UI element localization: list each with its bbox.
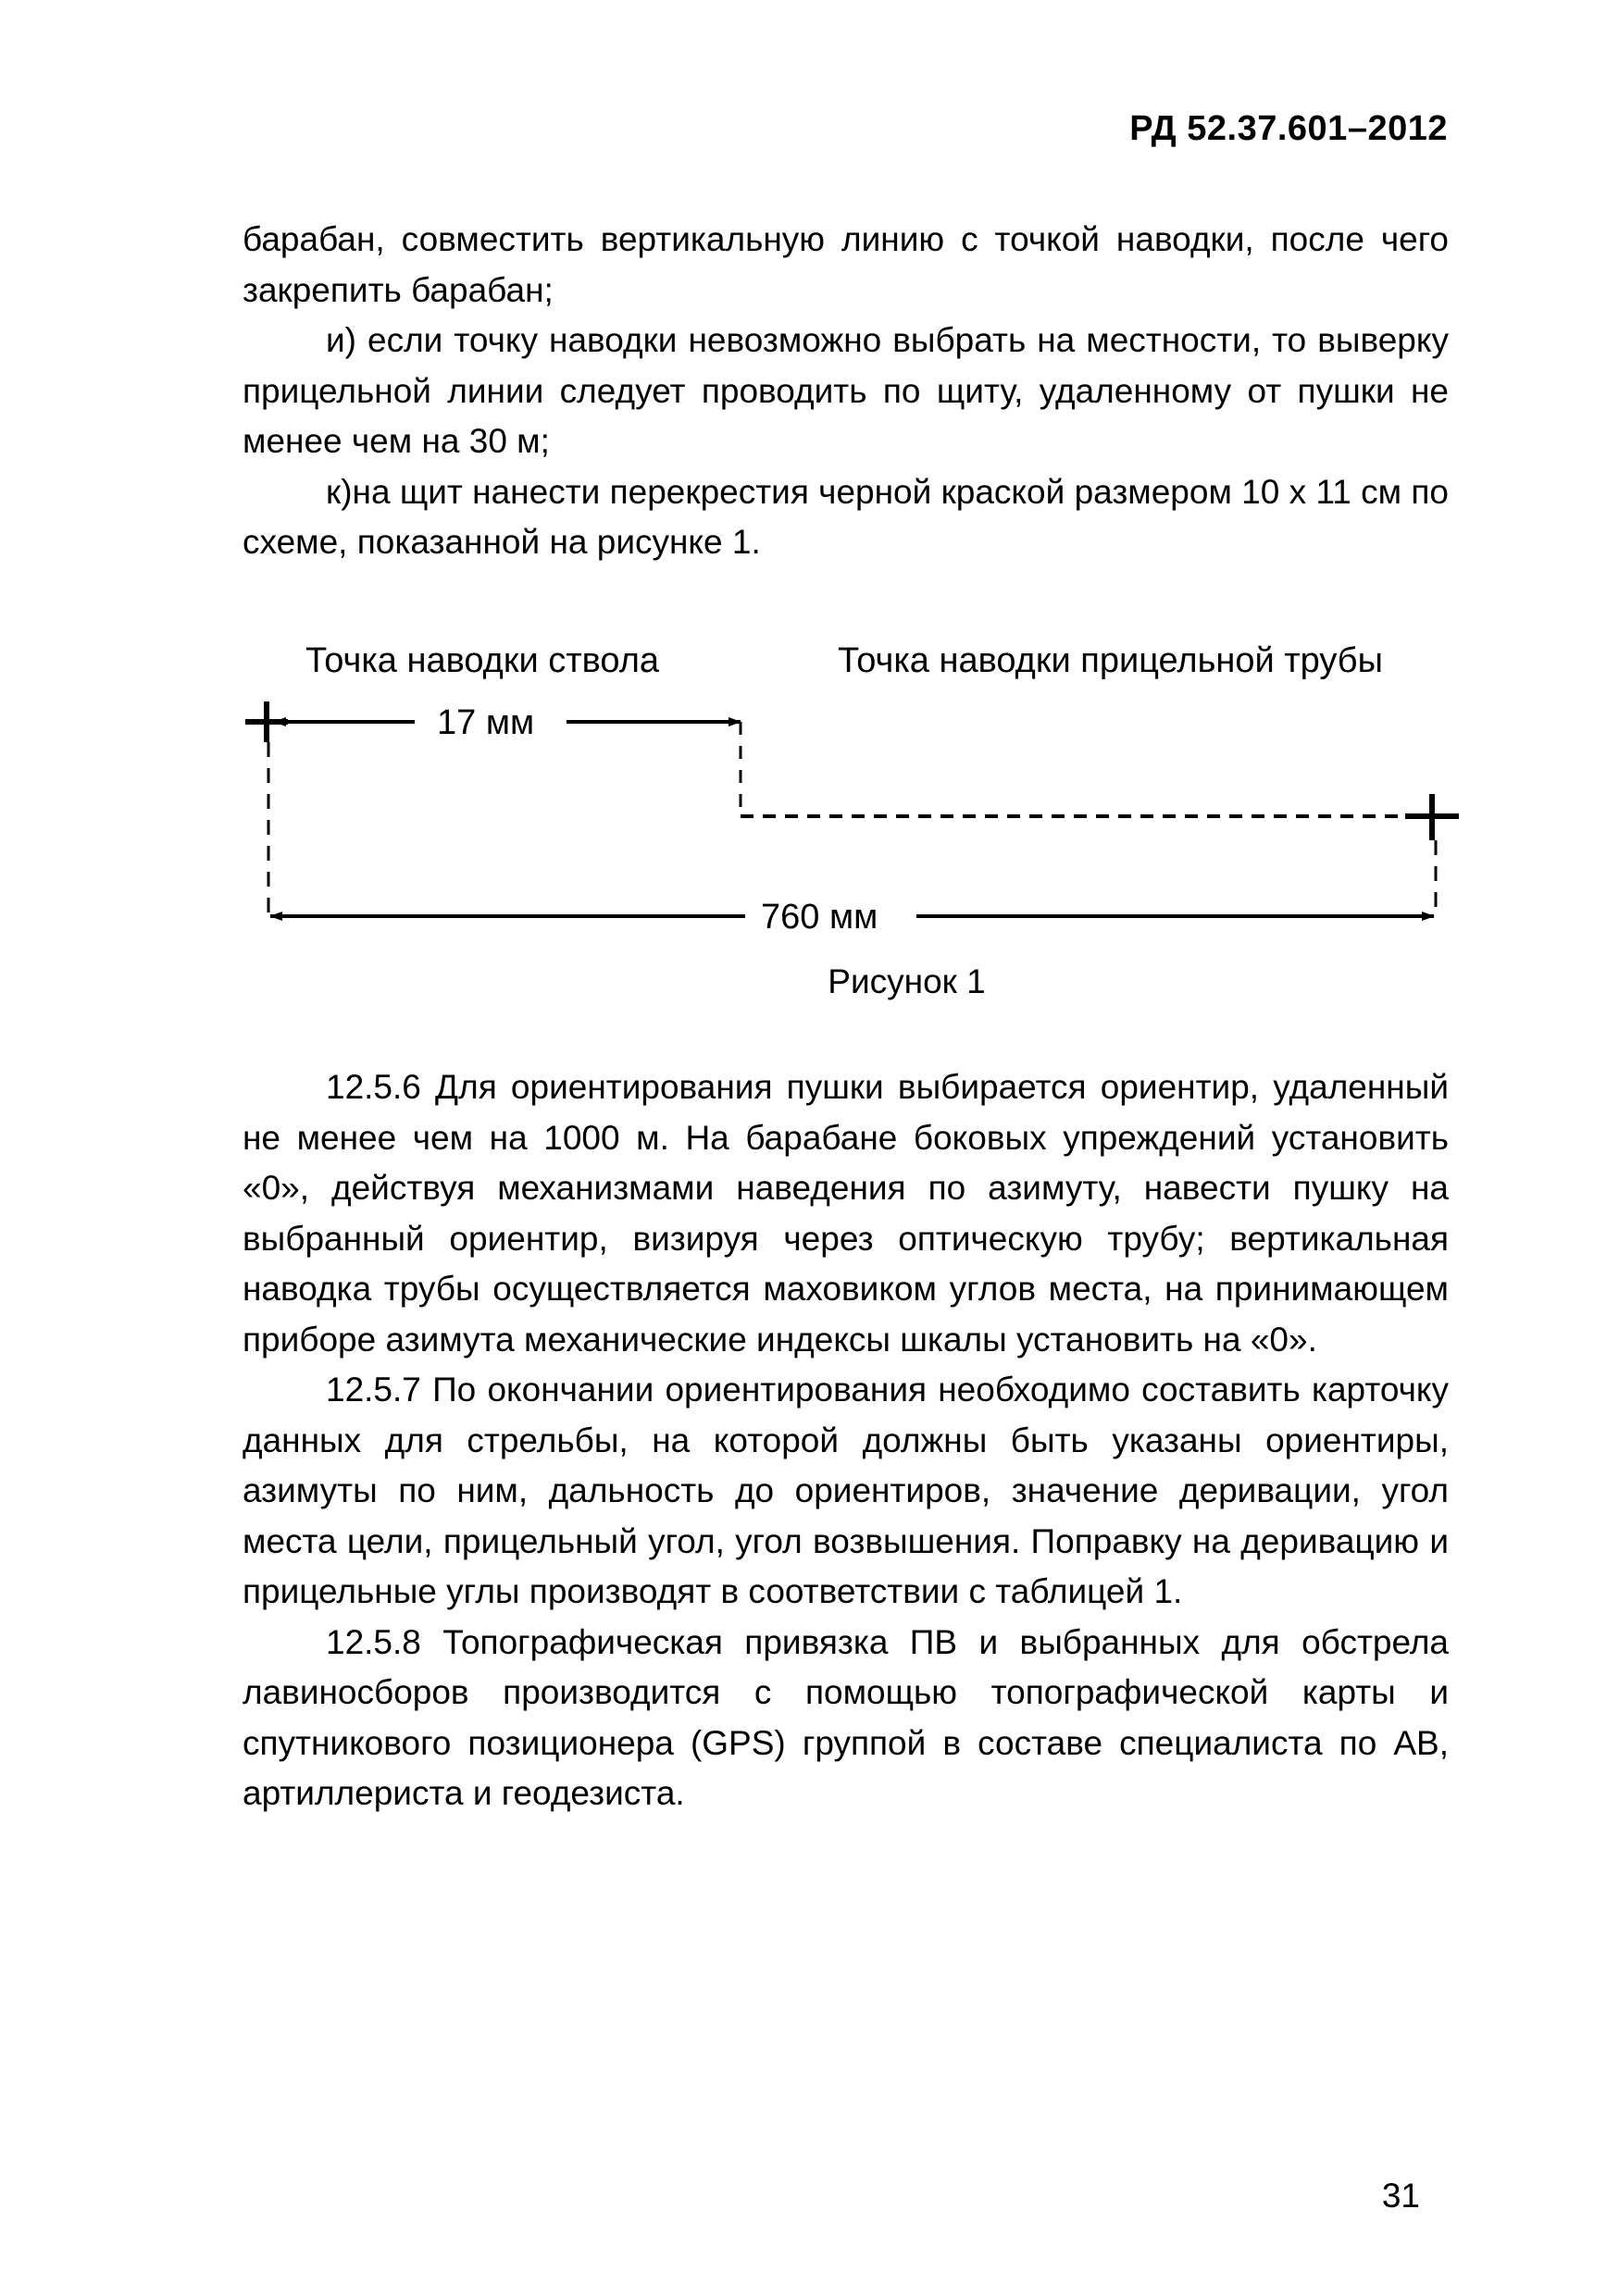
paragraph-12-5-7: 12.5.7 По окончании ориентирования необходимо составить карточку данных для стрельбы, на которой должны быть указаны ориентиры, азимуты по ним, дальность до ориентиров, значение деривации, угол места цели, прицельный угол, угол возвышения. Поправку на деривацию и прицельные углы производят в соответствии с таблицей 1. xyxy=(243,1371,1449,1610)
paragraph-item-k: к)на щит нанести перекрестия черной краской размером 10 х 11 см по схеме, показанной на рисунке 1. xyxy=(243,472,1449,561)
crosshair-right-icon xyxy=(1405,794,1459,840)
figure-1-diagram xyxy=(0,0,1619,1036)
label-barrel-aim-point: Точка наводки ствола xyxy=(305,641,660,680)
paragraph: барабан, совместить вертикальную линию с точкой наводки, после чего закрепить барабан; xyxy=(243,220,1449,309)
figure-caption xyxy=(0,962,1619,1001)
document-code: РД 52.37.601–2012 xyxy=(1129,109,1448,148)
dimension-760mm xyxy=(270,898,1434,937)
paragraph-item-i: и) если точку наводки невозможно выбрать на местности, то выверку прицельной линии следует проводить по щиту, удаленному от пушки не менее чем на 30 м; xyxy=(243,321,1449,460)
dimension-17mm-label: 17 мм xyxy=(437,703,535,742)
paragraph-12-5-6: 12.5.6 Для ориентирования пушки выбирается ориентир, удаленный не менее чем на 1000 м. На барабане боковых упреждений установить «0», действуя механизмами наведения по азимуту, навести пушку на выбранный ориентир, визируя через оптическую трубу; вертикальная наводка трубы осуществляется маховиком углов места, на принимающем приборе азимута механические индексы шкалы установить на «0». xyxy=(243,1068,1449,1359)
label-sight-aim-point: Точка наводки прицельной трубы xyxy=(838,641,1383,680)
figure-caption-text: Рисунок 1 xyxy=(828,962,986,1000)
paragraph-12-5-8: 12.5.8 Топографическая привязка ПВ и выбранных для обстрела лавиносборов производится с помощью топографической карты и спутникового позиционера (GPS) группой в составе специалиста по АВ, артиллериста и геодезиста. xyxy=(243,1622,1449,1812)
text-block-bottom xyxy=(243,1062,1449,1819)
dimension-760mm-label: 760 мм xyxy=(761,898,878,937)
page-number: 31 xyxy=(1381,2177,1420,2215)
dimension-17mm xyxy=(274,703,741,742)
